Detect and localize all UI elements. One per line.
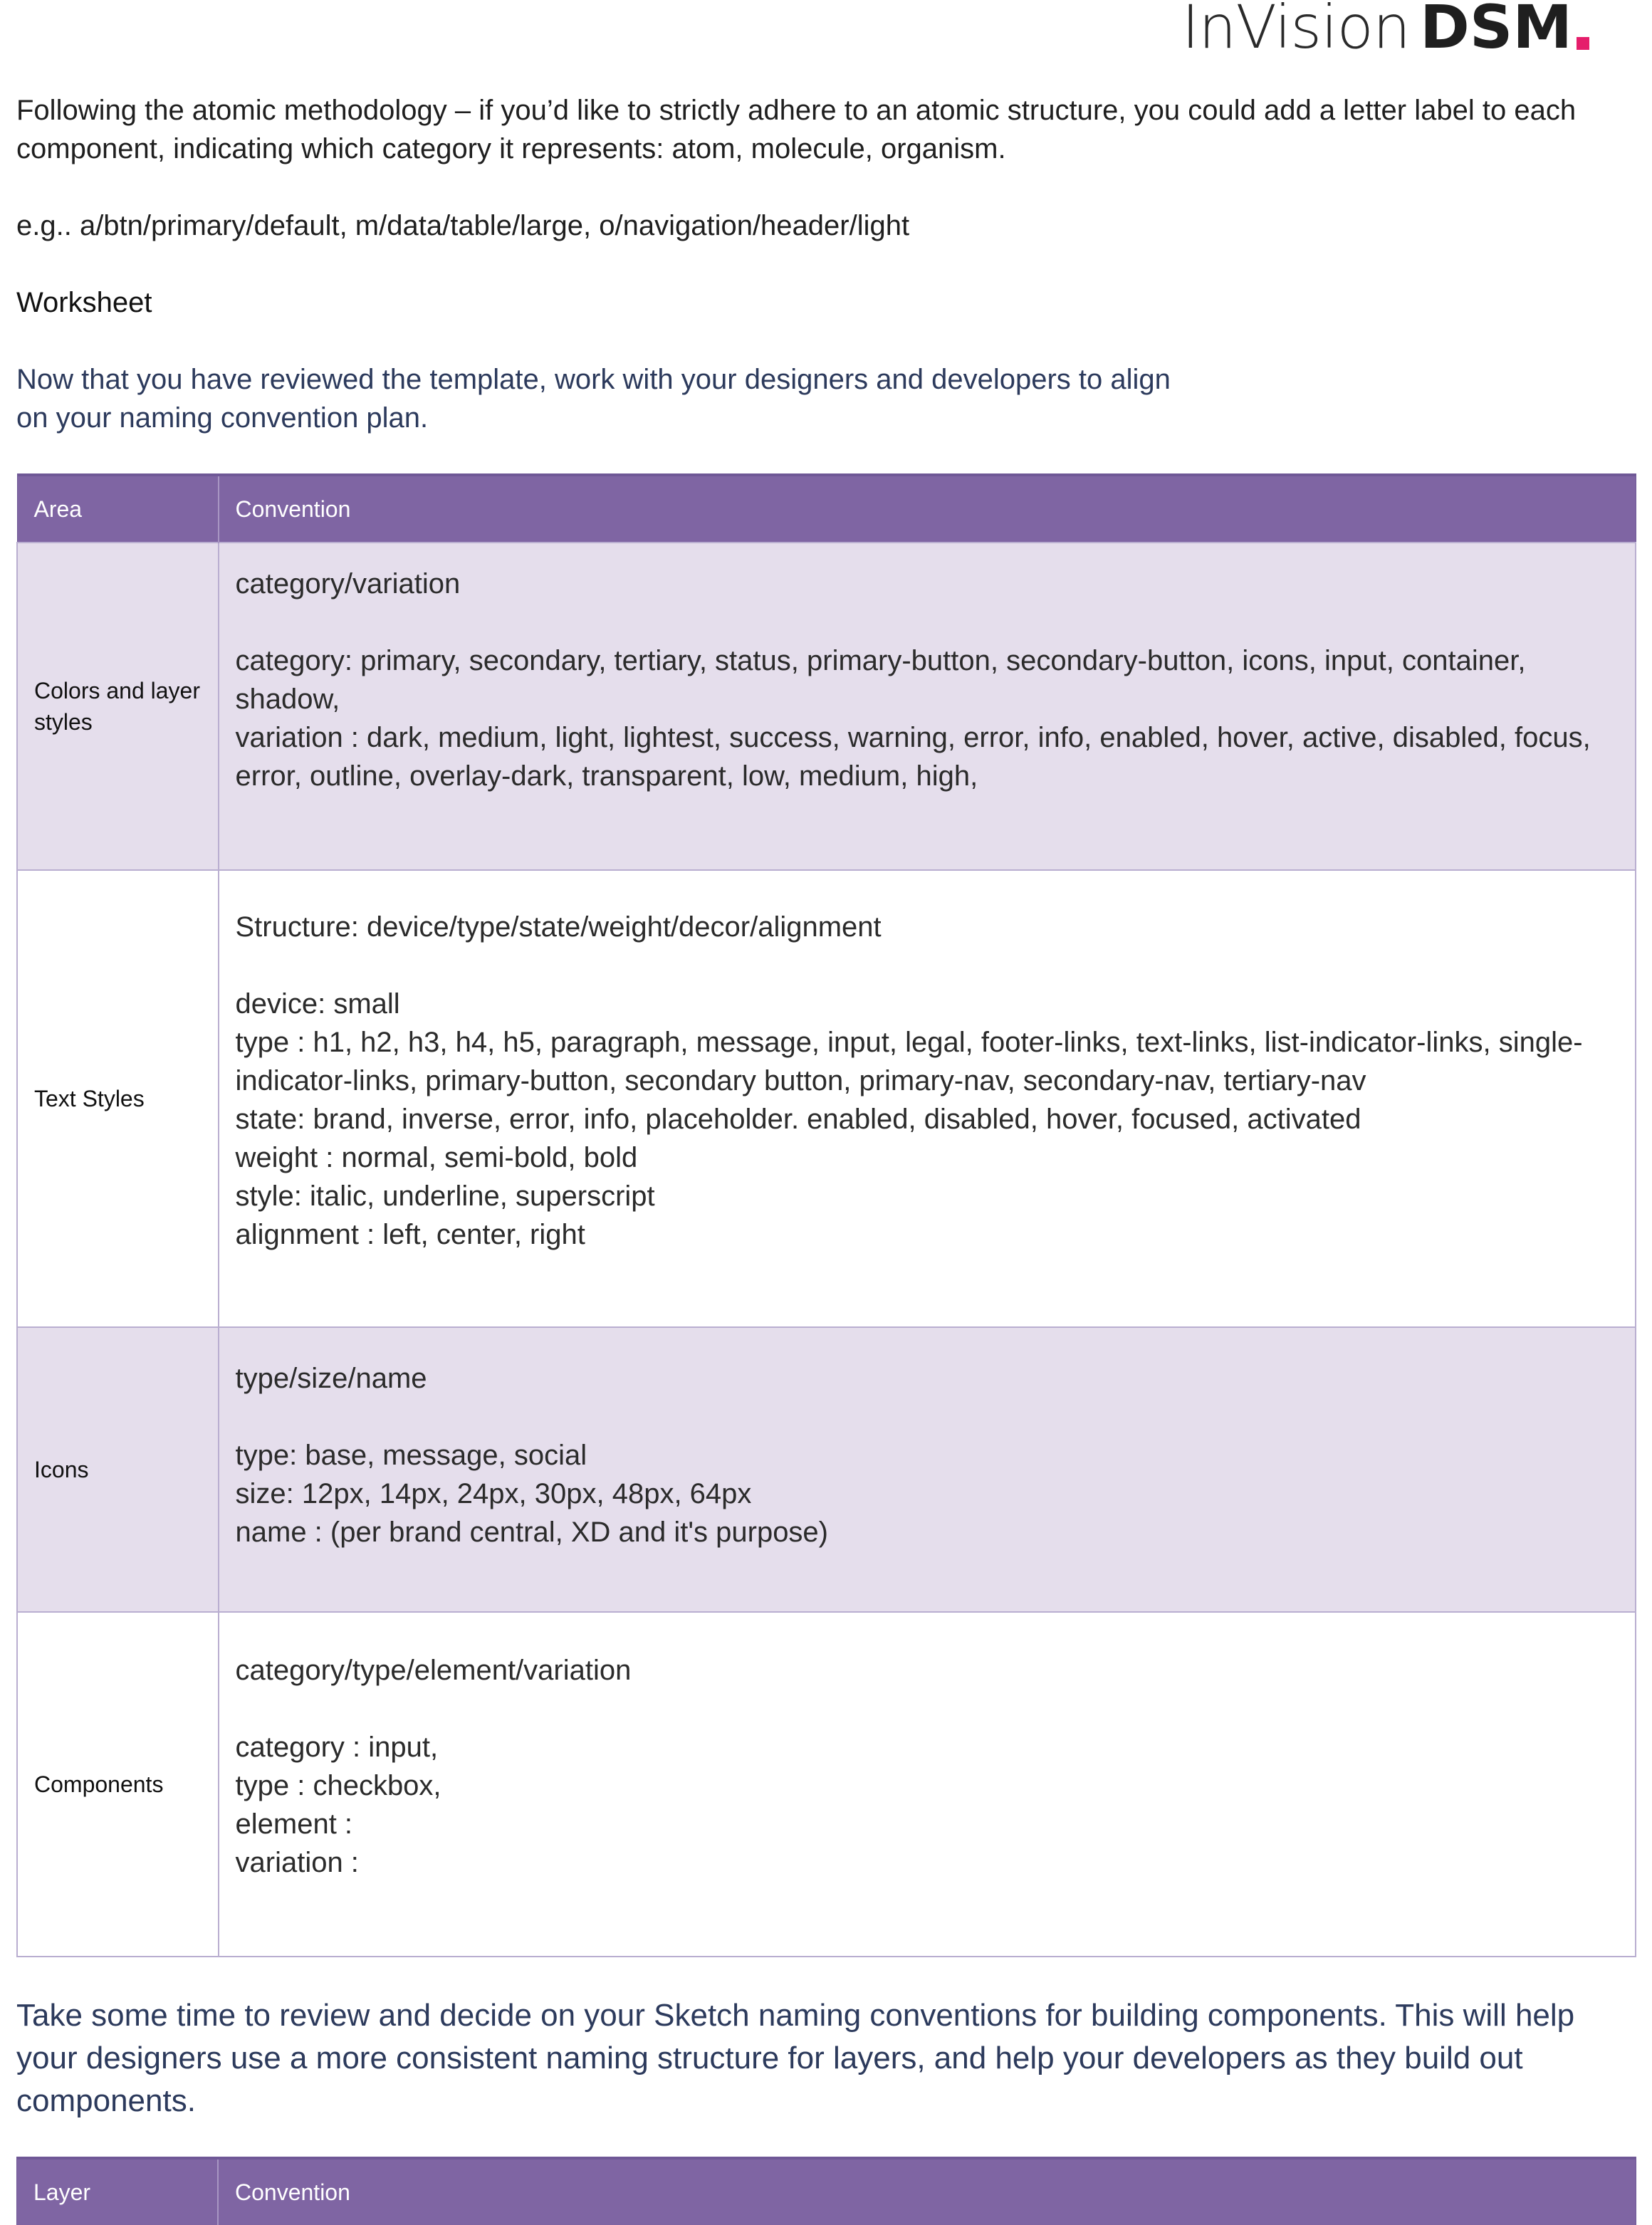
- column-header-layer: Layer: [17, 2158, 219, 2225]
- convention-details: [236, 642, 1619, 795]
- convention-line: category: primary, secondary, tertiary, status, primary-button, secondary-button, icons, input, container, shadow,: [235, 645, 1526, 715]
- convention-line: weight : normal, semi-bold, bold: [235, 1142, 638, 1173]
- convention-cell: [219, 870, 1636, 1327]
- logo-dot-icon: [1577, 37, 1589, 50]
- column-header-area: Area: [17, 475, 219, 543]
- area-cell: [17, 1612, 219, 1957]
- area-label-line1: Icons: [34, 1457, 89, 1482]
- convention-line: size: 12px, 14px, 24px, 30px, 48px, 64px: [235, 1478, 752, 1509]
- table-row-components: [17, 1612, 1636, 1957]
- convention-line: device: small: [235, 988, 400, 1020]
- area-label-line1: Colors and layer: [34, 678, 200, 703]
- convention-pattern: type/size/name: [235, 1363, 427, 1394]
- layer-convention-table: [16, 2157, 1636, 2225]
- convention-line: type : h1, h2, h3, h4, h5, paragraph, message, input, legal, footer-links, text-links, list-indicator-links, single-indicator-links, primary-button, secondary button, primary-nav, secondary-nav, tertiary-nav: [235, 1027, 1583, 1096]
- area-label-line1: Text Styles: [34, 1086, 145, 1111]
- convention-cell: [219, 1612, 1636, 1957]
- convention-line: alignment : left, center, right: [235, 1219, 585, 1250]
- column-header-convention: Convention: [218, 2158, 1636, 2225]
- area-cell: [17, 1327, 219, 1612]
- table-header-row: [17, 2158, 1636, 2225]
- example-paragraph: e.g.. a/btn/primary/default, m/data/table/large, o/navigation/header/light: [16, 210, 910, 241]
- table-row-text-styles: [17, 870, 1636, 1327]
- closing-paragraph: Take some time to review and decide on your Sketch naming conventions for building components. This will help your designers use a more consistent naming structure for layers, and help your developers as they build out components.: [16, 1998, 1575, 2118]
- area-label-line2: styles: [34, 709, 93, 735]
- convention-line: category : input,: [235, 1732, 439, 1763]
- naming-convention-table: [16, 473, 1636, 1957]
- area-label-line1: Components: [34, 1771, 164, 1797]
- area-cell: [17, 870, 219, 1327]
- convention-line: type: base, message, social: [235, 1440, 587, 1471]
- column-header-convention: Convention: [219, 475, 1636, 543]
- logo-bold-text: DSM: [1420, 0, 1572, 62]
- convention-pattern: category/type/element/variation: [235, 1655, 632, 1686]
- worksheet-description: [16, 360, 1227, 437]
- convention-cell: [219, 1327, 1636, 1612]
- document-body: [16, 91, 1636, 2225]
- table-header-row: [17, 475, 1636, 543]
- logo-light-text: InVision: [1181, 0, 1411, 62]
- convention-line: state: brand, inverse, error, info, placeholder. enabled, disabled, hover, focused, activated: [235, 1104, 1361, 1135]
- convention-cell: [219, 543, 1636, 870]
- worksheet-heading: Worksheet: [16, 287, 152, 318]
- table-row-icons: [17, 1327, 1636, 1612]
- area-cell: [17, 543, 219, 870]
- worksheet-description-line2: on your naming convention plan.: [16, 402, 429, 434]
- convention-pattern: category/variation: [235, 568, 461, 600]
- convention-pattern: Structure: device/type/state/weight/decor/alignment: [235, 911, 882, 943]
- invision-dsm-logo: [1181, 0, 1589, 62]
- convention-line: type : checkbox,: [235, 1770, 441, 1801]
- intro-paragraph: Following the atomic methodology – if you’d like to strictly adhere to an atomic structure, you could add a letter label to each component, indicating which category it represents: atom, molecule, organism.: [16, 95, 1577, 164]
- convention-details: [236, 1728, 1619, 1882]
- convention-details: [236, 1436, 1619, 1551]
- convention-line: variation : dark, medium, light, lightest, success, warning, error, info, enabled, hover, active, disabled, focus, error, outline, overlay-dark, transparent, low, medium, high,: [235, 722, 1591, 792]
- table-row-colors: [17, 543, 1636, 870]
- worksheet-description-line1: Now that you have reviewed the template, work with your designers and developers to align: [16, 364, 1171, 395]
- convention-line: name : (per brand central, XD and it's purpose): [235, 1517, 828, 1548]
- convention-line: style: italic, underline, superscript: [235, 1180, 655, 1212]
- convention-line: element :: [235, 1808, 353, 1840]
- convention-details: [236, 985, 1619, 1254]
- convention-line: variation :: [235, 1847, 359, 1878]
